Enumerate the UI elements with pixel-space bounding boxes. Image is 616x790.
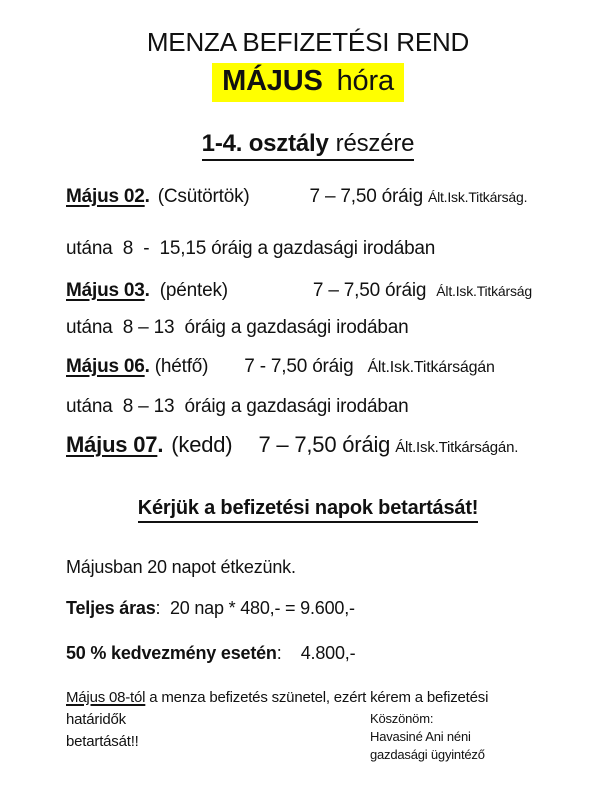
month-name: MÁJUS <box>222 65 323 97</box>
location-label: Ált.Isk.Titkárság <box>436 283 532 299</box>
signature-role: gazdasági ügyintéző <box>370 747 485 762</box>
signature-name: Havasiné Ani néni <box>370 729 471 744</box>
after-hours-line: utána 8 - 15,15 óráig a gazdasági irodában <box>66 238 436 259</box>
document-title: MENZA BEFIZETÉSI REND <box>146 27 470 57</box>
deadline-text-line2: betartását!! <box>66 733 139 750</box>
month-suffix: hóra <box>336 65 394 97</box>
date-label: Május 07 <box>66 432 158 457</box>
month-subtitle <box>0 63 616 102</box>
time-range: 7 – 7,50 óráig <box>258 432 391 457</box>
class-heading-rest: részére <box>335 130 415 157</box>
deadline-text: a menza befizetés szünetel, ezért kérem a befizetési határidők <box>66 689 493 728</box>
weekday-label: (kedd) <box>171 432 233 457</box>
signature-thanks: Köszönöm: <box>370 711 434 726</box>
date-label: Május 06 <box>66 356 145 377</box>
time-range: 7 – 7,50 óráig <box>312 280 427 301</box>
time-range: 7 - 7,50 óráig <box>244 356 354 377</box>
schedule-line-may06 <box>66 356 495 378</box>
yellow-highlight <box>212 63 404 102</box>
weekday-label: (hétfő) <box>154 356 209 377</box>
time-range: 7 – 7,50 óráig <box>309 186 423 207</box>
location-label: Ált.Isk.Titkárságán. <box>395 439 519 456</box>
full-price-line <box>66 598 355 619</box>
discount-label: 50 % kedvezmény esetén <box>66 643 277 663</box>
location-label: Ált.Isk.Titkárság. <box>427 189 528 205</box>
schedule-line-may07 <box>66 432 518 458</box>
class-range: 1-4. osztály <box>201 130 329 157</box>
schedule-line-may03 <box>66 280 532 302</box>
class-heading <box>0 130 616 161</box>
date-separator: . <box>144 356 150 377</box>
date-separator: . <box>144 186 150 207</box>
date-separator: . <box>144 280 150 301</box>
signature-block <box>370 710 485 764</box>
date-label: Május 03 <box>66 280 145 301</box>
weekday-label: (péntek) <box>159 280 228 301</box>
date-separator: . <box>157 432 164 457</box>
schedule-line-may02 <box>66 186 527 208</box>
weekday-label: (Csütörtök) <box>157 186 250 207</box>
after-hours-line: utána 8 – 13 óráig a gazdasági irodában <box>66 396 409 417</box>
discount-price-line <box>66 643 355 664</box>
after-hours-line: utána 8 – 13 óráig a gazdasági irodában <box>66 317 409 338</box>
full-price-value: : 20 nap * 480,- = 9.600,- <box>155 598 355 618</box>
location-label: Ált.Isk.Titkárságán <box>367 359 495 376</box>
payment-notice: Kérjük a befizetési napok betartását! <box>0 497 616 523</box>
deadline-date: Május 08-tól <box>66 689 146 706</box>
discount-value: : 4.800,- <box>276 643 356 663</box>
full-price-label: Teljes áras <box>66 598 156 618</box>
date-label: Május 02 <box>66 186 145 207</box>
meal-days-line: Májusban 20 napot étkezünk. <box>66 557 296 577</box>
